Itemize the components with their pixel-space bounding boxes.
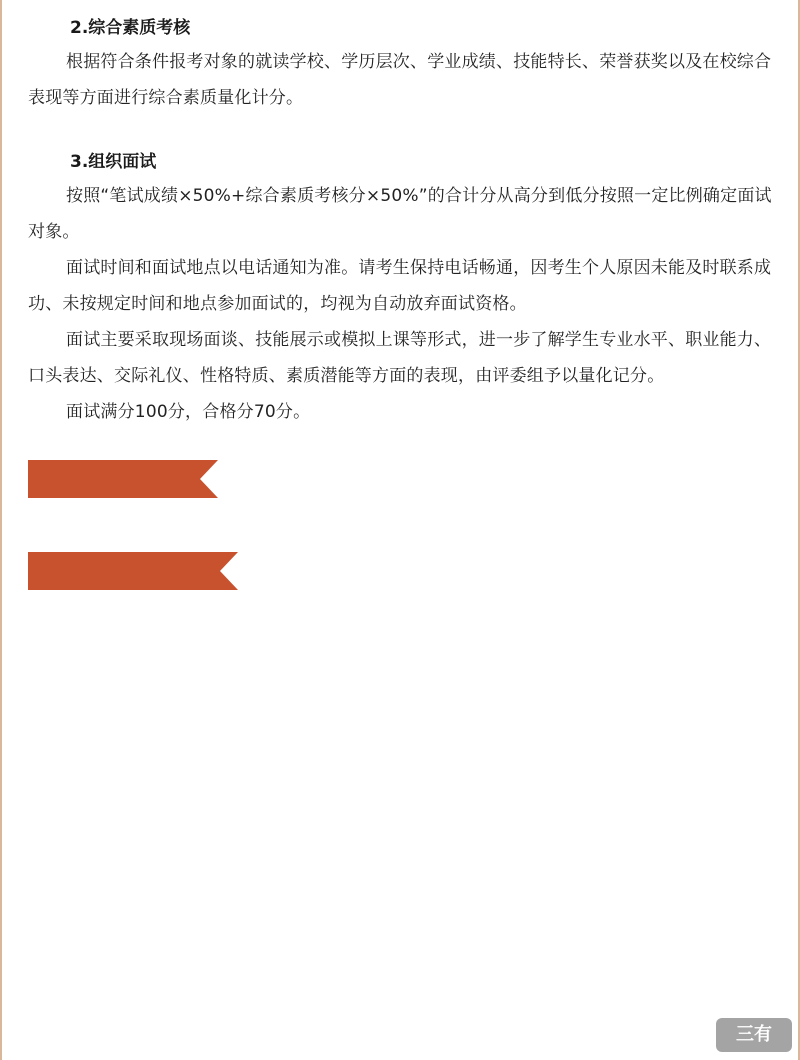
section-heading-interview: 3.组织面试 [70,152,157,172]
section-banner-physical-exam [28,552,218,590]
left-border [0,0,2,1060]
paragraph: 根据符合条件报考对象的就读学校、学历层次、学业成绩、技能特长、荣誉获奖以及在校综合表现等方面进行综合素质量化计分。 [28,52,772,108]
section-banner-signing [28,460,218,498]
section-heading-composite-quality: 2.综合素质考核 [70,18,191,38]
banner-shape [28,552,238,590]
article-body [28,12,772,614]
paragraph: 面试主要采取现场面谈、技能展示或模拟上课等形式，进一步了解学生专业水平、职业能力、口头表达、交际礼仪、性格特质、素质潜能等方面的表现，由评委组予以量化记分。 [28,330,772,386]
paragraph: 面试满分100分，合格分70分。 [66,402,311,422]
banner-shape [28,460,218,498]
paragraph: 按照“笔试成绩×50%+综合素质考核分×50%”的合计分从高分到低分按照一定比例确定面试对象。 [28,186,772,242]
paragraph: 面试时间和面试地点以电话通知为准。请考生保持电话畅通，因考生个人原因未能及时联系成功、未按规定时间和地点参加面试的，均视为自动放弃面试资格。 [28,258,772,314]
watermark-badge: 三有 [716,1018,792,1052]
